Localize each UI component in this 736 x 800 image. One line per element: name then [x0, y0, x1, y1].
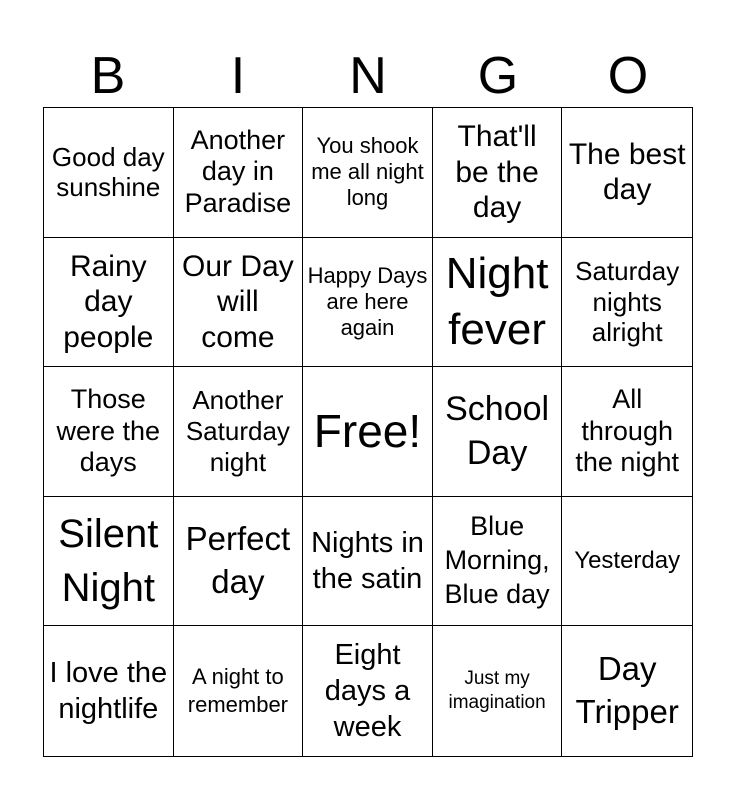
cell-text: Our Day will come [182, 249, 294, 354]
bingo-cell[interactable] [303, 238, 433, 368]
bingo-cell[interactable] [433, 238, 563, 368]
bingo-header [43, 48, 693, 104]
bingo-cell[interactable] [562, 497, 692, 627]
cell-text: All through the night [575, 383, 679, 478]
bingo-board [43, 107, 693, 757]
header-letter-i: I [230, 47, 246, 105]
bingo-cell[interactable] [44, 626, 174, 756]
cell-text: Happy Days are here again [307, 262, 428, 340]
cell-text: Saturday nights alright [575, 255, 680, 348]
bingo-cell[interactable] [174, 367, 304, 497]
cell-text: Silent Night [58, 512, 159, 611]
cell-text: Rainy day people [63, 249, 154, 354]
cell-text: Night fever [445, 248, 549, 354]
bingo-cell[interactable] [44, 497, 174, 627]
bingo-cell[interactable] [433, 497, 563, 627]
bingo-cell[interactable] [433, 367, 563, 497]
free-space-label: Free! [313, 405, 422, 458]
cell-text: Nights in the satin [311, 526, 424, 596]
bingo-cell[interactable] [44, 108, 174, 238]
header-letter-g: G [477, 47, 519, 105]
cell-text: Just my imagination [448, 667, 546, 714]
bingo-cell[interactable] [174, 108, 304, 238]
cell-text: Another Saturday night [185, 385, 290, 477]
cell-text: A night to remember [187, 664, 289, 718]
bingo-cell[interactable] [562, 108, 692, 238]
bingo-cell[interactable] [433, 626, 563, 756]
bingo-cell[interactable] [174, 497, 304, 627]
bingo-cell[interactable] [303, 497, 433, 627]
cell-text: Eight days a week [324, 638, 411, 744]
cell-text: Day Tripper [575, 650, 679, 731]
bingo-cell[interactable] [303, 108, 433, 238]
cell-text: That'll be the day [455, 120, 539, 224]
bingo-cell[interactable] [44, 238, 174, 368]
bingo-cell[interactable] [44, 367, 174, 497]
bingo-cell[interactable] [174, 238, 304, 368]
cell-text: The best day [568, 137, 686, 207]
bingo-cell[interactable] [562, 238, 692, 368]
cell-text: Good day sunshine [51, 141, 165, 203]
bingo-cell-free[interactable] [303, 367, 433, 497]
cell-text: Yesterday [574, 546, 681, 574]
cell-text: Those were the days [56, 383, 161, 478]
header-letter-n: N [349, 47, 387, 105]
bingo-cell[interactable] [303, 626, 433, 756]
cell-text: Perfect day [185, 520, 291, 601]
cell-text: School Day [445, 390, 550, 473]
header-letter-o: O [607, 47, 649, 105]
cell-text: Blue Morning, Blue day [444, 511, 550, 609]
cell-text: I love the nightlife [49, 656, 168, 726]
bingo-cell[interactable] [174, 626, 304, 756]
cell-text: You shook me all night long [311, 133, 424, 211]
bingo-cell[interactable] [433, 108, 563, 238]
bingo-cell[interactable] [562, 626, 692, 756]
bingo-cell[interactable] [562, 367, 692, 497]
cell-text: Another day in Paradise [184, 124, 292, 219]
header-letter-b: B [90, 47, 126, 105]
